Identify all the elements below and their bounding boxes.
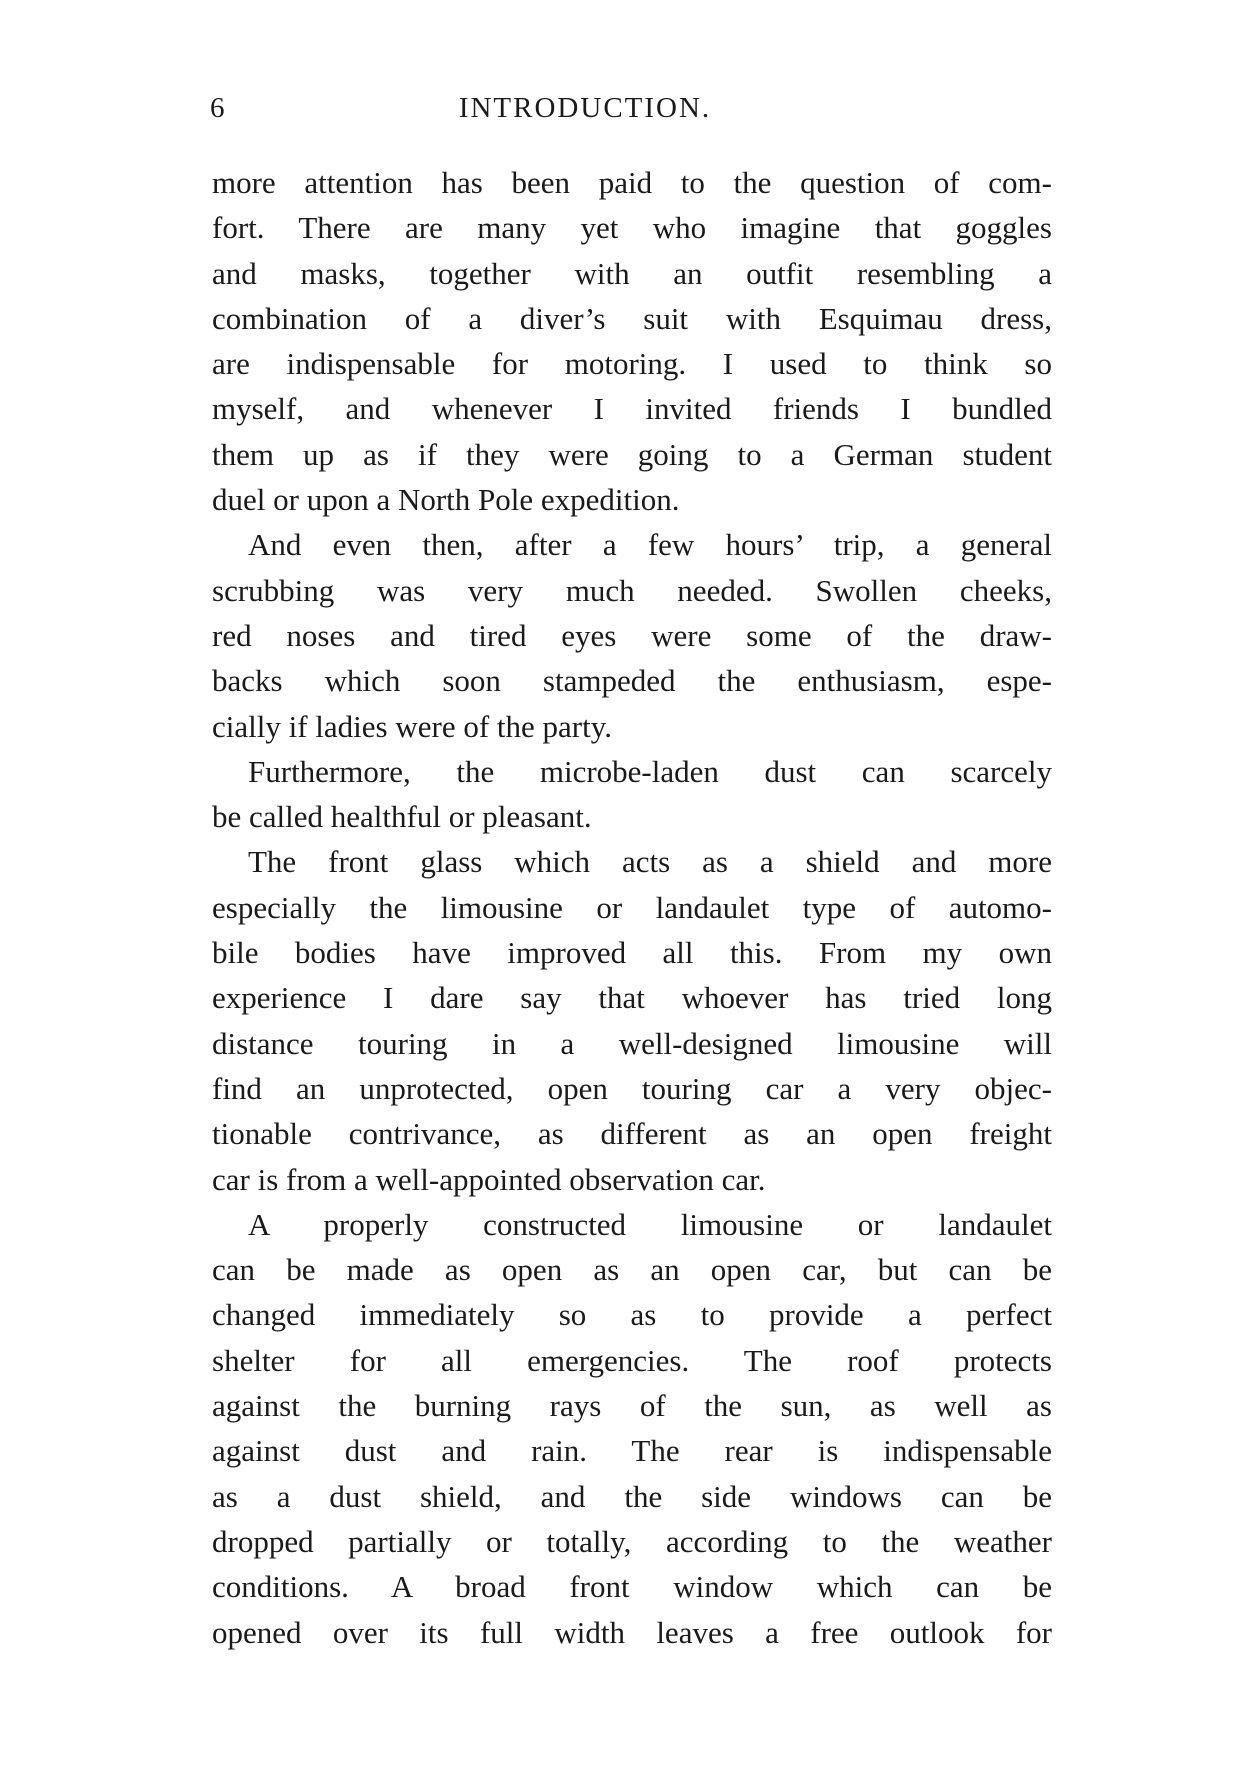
- paragraph: [212, 160, 1052, 522]
- paragraph: [212, 749, 1052, 840]
- page-number: 6: [210, 92, 226, 124]
- running-head: [210, 92, 1050, 136]
- text-line: as a dust shield, and the side windows can be: [212, 1478, 1052, 1514]
- text-line: against the burning rays of the sun, as well as: [212, 1388, 1052, 1424]
- text-line: cially if ladies were of the party.: [212, 708, 612, 744]
- paragraph: [212, 839, 1052, 1201]
- text-line: fort. There are many yet who imagine that goggles: [212, 210, 1052, 246]
- text-line: tionable contrivance, as different as an open freight: [212, 1116, 1052, 1152]
- text-line: dropped partially or totally, according to the weather: [212, 1523, 1052, 1559]
- text-line: opened over its full width leaves a free outlook for: [212, 1614, 1052, 1650]
- text-line: especially the limousine or landaulet type of automo-: [212, 889, 1052, 925]
- text-line: be called healthful or pleasant.: [212, 799, 592, 835]
- text-line: distance touring in a well-designed limousine will: [212, 1025, 1052, 1061]
- text-line: find an unprotected, open touring car a very objec-: [212, 1070, 1052, 1106]
- text-line: myself, and whenever I invited friends I bundled: [212, 391, 1052, 427]
- text-line: experience I dare say that whoever has tried long: [212, 980, 1052, 1016]
- text-line: combination of a diver’s suit with Esquimau dress,: [212, 300, 1052, 336]
- text-line: can be made as open as an open car, but can be: [212, 1252, 1052, 1288]
- text-line: The front glass which acts as a shield and more: [248, 844, 1052, 880]
- text-line: Furthermore, the microbe-laden dust can scarcely: [248, 753, 1052, 789]
- text-line: and masks, together with an outfit resembling a: [212, 255, 1052, 291]
- text-line: A properly constructed limousine or landaulet: [248, 1206, 1052, 1242]
- text-line: them up as if they were going to a German student: [212, 436, 1052, 472]
- paragraph: [212, 1202, 1052, 1655]
- text-line: changed immediately so as to provide a perfect: [212, 1297, 1052, 1333]
- paragraph: [212, 522, 1052, 748]
- text-line: red noses and tired eyes were some of the draw-: [212, 617, 1052, 653]
- text-line: more attention has been paid to the question of com-: [212, 165, 1052, 200]
- text-line: car is from a well-appointed observation car.: [212, 1161, 766, 1197]
- text-line: duel or upon a North Pole expedition.: [212, 482, 680, 518]
- text-line: are indispensable for motoring. I used to think so: [212, 346, 1052, 382]
- text-line: And even then, after a few hours’ trip, a general: [248, 527, 1052, 563]
- text-line: shelter for all emergencies. The roof protects: [212, 1342, 1052, 1378]
- text-line: against dust and rain. The rear is indispensable: [212, 1433, 1052, 1469]
- text-line: backs which soon stampeded the enthusiasm, espe-: [212, 663, 1052, 699]
- text-line: bile bodies have improved all this. From my own: [212, 935, 1052, 971]
- text-line: conditions. A broad front window which can be: [212, 1569, 1052, 1605]
- body-text: [212, 160, 1052, 1655]
- running-head-title: INTRODUCTION.: [458, 92, 712, 124]
- text-line: scrubbing was very much needed. Swollen cheeks,: [212, 572, 1052, 608]
